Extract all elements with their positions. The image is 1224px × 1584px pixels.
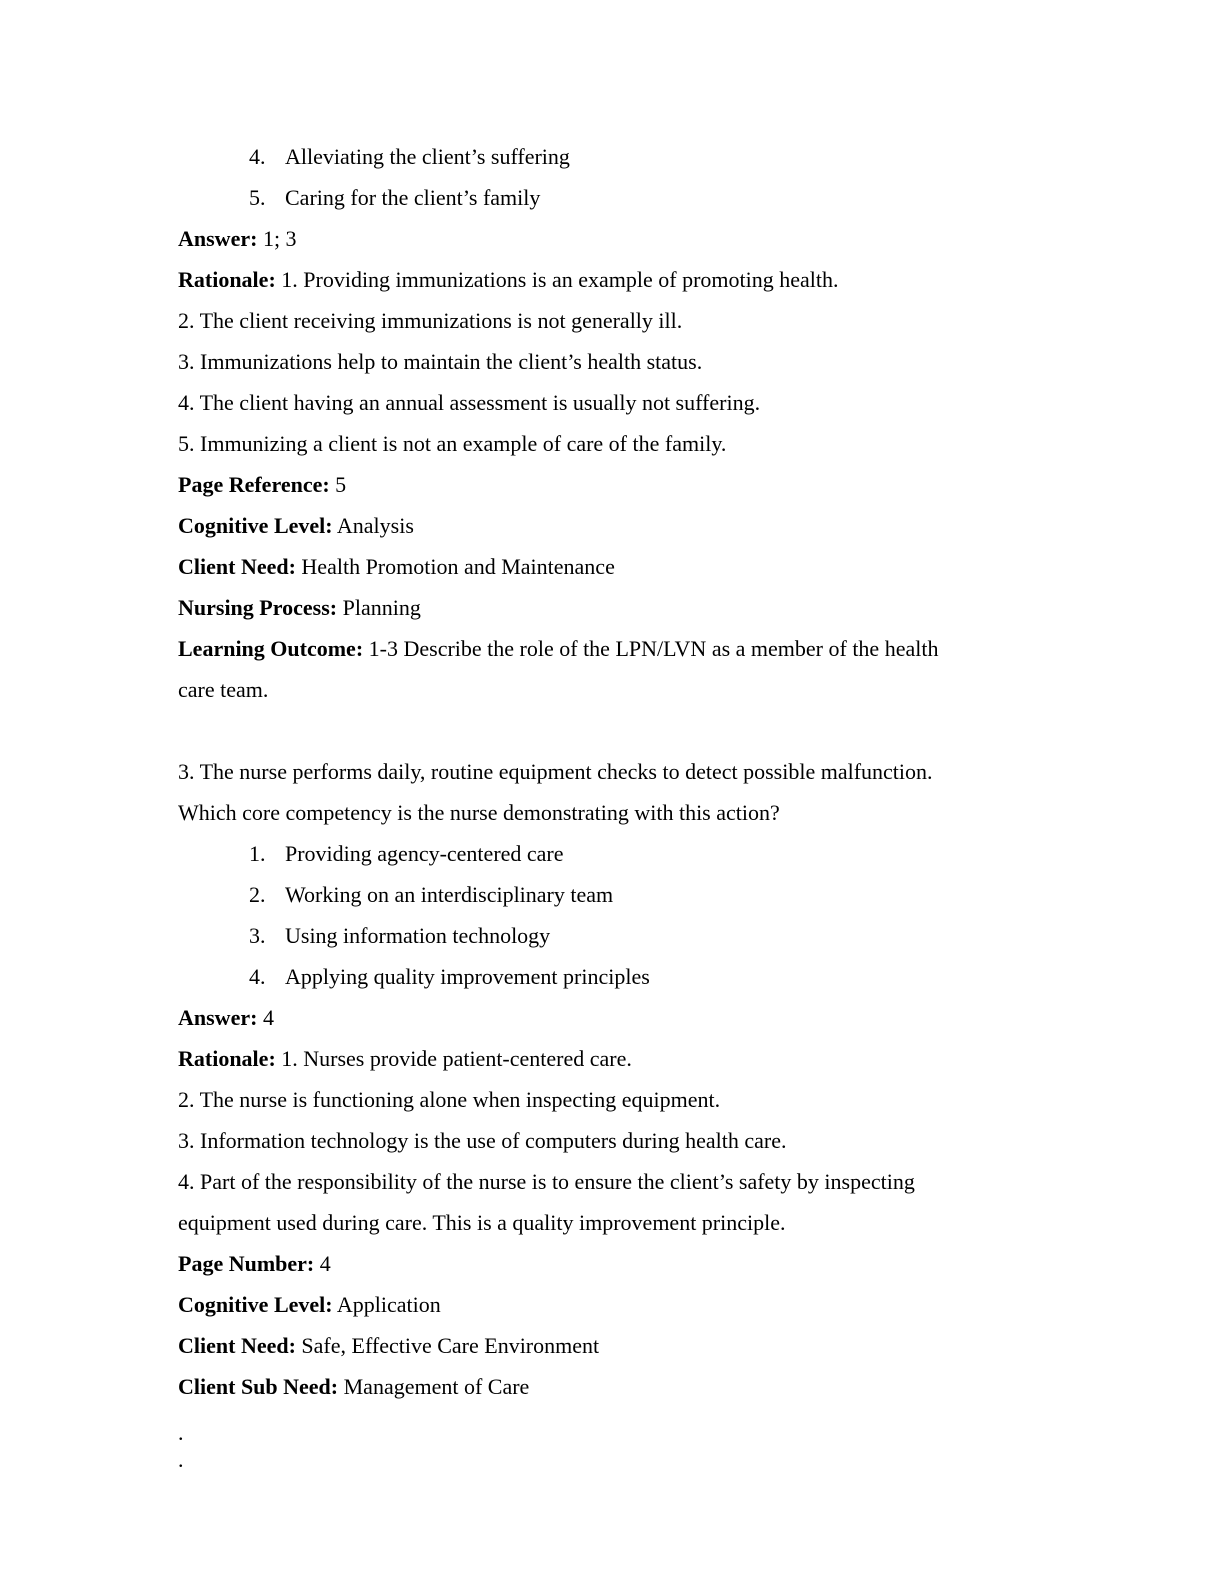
client-need-value: Health Promotion and Maintenance xyxy=(295,554,615,579)
option-text: Working on an interdisciplinary team xyxy=(285,882,614,907)
q3-option-4 xyxy=(249,964,650,990)
q3-stem-line: 3. The nurse performs daily, routine equipment checks to detect possible malfunction. xyxy=(178,759,933,784)
learning-outcome-label: Learning Outcome: xyxy=(178,636,364,661)
q3-stem-line: Which core competency is the nurse demonstrating with this action? xyxy=(178,800,780,825)
page-reference-label: Page Reference: xyxy=(178,472,330,497)
trailing-dot: . xyxy=(178,1447,184,1472)
q2-learning-outcome xyxy=(178,636,938,662)
rationale-text: 1. Nurses provide patient-centered care. xyxy=(275,1046,632,1071)
client-need-label: Client Need: xyxy=(178,554,296,579)
q2-client-need xyxy=(178,554,615,580)
q3-page-number xyxy=(178,1251,331,1277)
option-number: 3. xyxy=(249,923,266,948)
option-number: 4. xyxy=(249,144,266,169)
client-need-label: Client Need: xyxy=(178,1333,296,1358)
option-number: 1. xyxy=(249,841,266,866)
q2-rationale xyxy=(178,267,839,293)
rationale-label: Rationale: xyxy=(178,267,276,292)
q2-cognitive-level xyxy=(178,513,414,539)
q2-nursing-process xyxy=(178,595,421,621)
cognitive-level-value: Application xyxy=(332,1292,441,1317)
q2-option-4 xyxy=(249,144,570,170)
q3-client-need xyxy=(178,1333,599,1359)
nursing-process-label: Nursing Process: xyxy=(178,595,338,620)
rationale-label: Rationale: xyxy=(178,1046,276,1071)
nursing-process-value: Planning xyxy=(337,595,421,620)
client-sub-need-label: Client Sub Need: xyxy=(178,1374,339,1399)
q2-rationale-line: 3. Immunizations help to maintain the client’s health status. xyxy=(178,349,703,374)
q3-client-sub-need xyxy=(178,1374,529,1400)
option-text: Using information technology xyxy=(285,923,551,948)
q2-page-reference xyxy=(178,472,346,498)
learning-outcome-value: 1-3 Describe the role of the LPN/LVN as a member of the health xyxy=(363,636,939,661)
q3-answer xyxy=(178,1005,274,1031)
q2-answer xyxy=(178,226,297,252)
option-text: Caring for the client’s family xyxy=(285,185,541,210)
option-text: Applying quality improvement principles xyxy=(285,964,650,989)
q2-learning-outcome-cont: care team. xyxy=(178,677,269,702)
q2-rationale-line: 2. The client receiving immunizations is not generally ill. xyxy=(178,308,683,333)
cognitive-level-value: Analysis xyxy=(332,513,414,538)
trailing-dot: . xyxy=(178,1420,184,1445)
page-reference-value: 5 xyxy=(329,472,347,497)
client-need-value: Safe, Effective Care Environment xyxy=(295,1333,600,1358)
option-number: 4. xyxy=(249,964,266,989)
q3-rationale-line: 2. The nurse is functioning alone when inspecting equipment. xyxy=(178,1087,721,1112)
page-number-label: Page Number: xyxy=(178,1251,315,1276)
q3-rationale-line: 3. Information technology is the use of computers during health care. xyxy=(178,1128,787,1153)
option-number: 2. xyxy=(249,882,266,907)
q3-rationale-line: 4. Part of the responsibility of the nurse is to ensure the client’s safety by inspecting xyxy=(178,1169,915,1194)
answer-label: Answer: xyxy=(178,1005,258,1030)
q3-option-2 xyxy=(249,882,613,908)
client-sub-need-value: Management of Care xyxy=(338,1374,530,1399)
q2-option-5 xyxy=(249,185,540,211)
page-number-value: 4 xyxy=(314,1251,331,1276)
option-text: Alleviating the client’s suffering xyxy=(285,144,570,169)
option-number: 5. xyxy=(249,185,266,210)
cognitive-level-label: Cognitive Level: xyxy=(178,513,333,538)
answer-label: Answer: xyxy=(178,226,258,251)
answer-value: 1; 3 xyxy=(257,226,297,251)
q2-rationale-line: 5. Immunizing a client is not an example of care of the family. xyxy=(178,431,727,456)
q3-rationale-line: equipment used during care. This is a quality improvement principle. xyxy=(178,1210,786,1235)
q3-rationale xyxy=(178,1046,632,1072)
q3-cognitive-level xyxy=(178,1292,441,1318)
rationale-text: 1. Providing immunizations is an example of promoting health. xyxy=(275,267,839,292)
q3-option-3 xyxy=(249,923,550,949)
q2-rationale-line: 4. The client having an annual assessment is usually not suffering. xyxy=(178,390,761,415)
q3-option-1 xyxy=(249,841,564,867)
option-text: Providing agency-centered care xyxy=(285,841,564,866)
answer-value: 4 xyxy=(257,1005,274,1030)
cognitive-level-label: Cognitive Level: xyxy=(178,1292,333,1317)
